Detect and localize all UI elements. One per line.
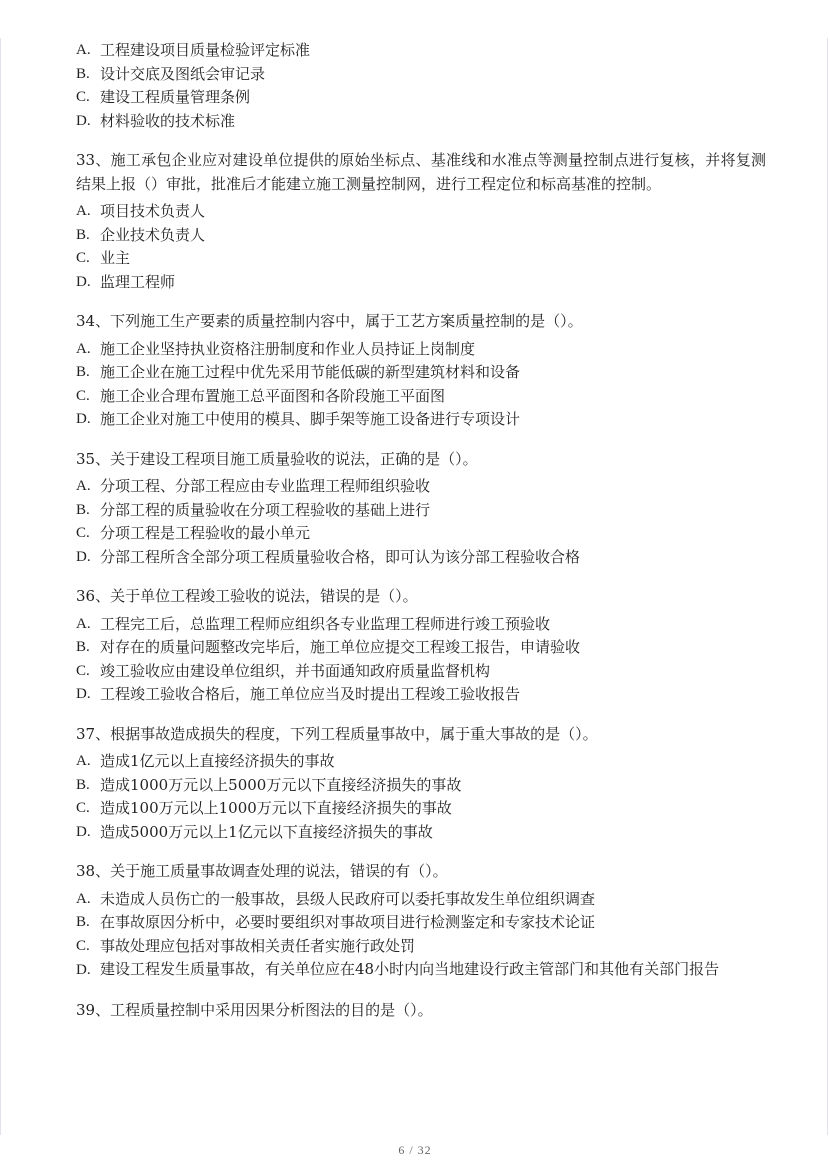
option-text: 项目技术负责人 — [100, 202, 206, 220]
question-text: 36、关于单位工程竣工验收的说法，错误的是（）。 — [76, 587, 418, 605]
option-text: 造成100万元以上1000万元以下直接经济损失的事故 — [100, 799, 452, 817]
option-text: 分项工程、分部工程应由专业监理工程师组织验收 — [100, 477, 431, 495]
option-b — [76, 636, 766, 660]
option-text: 未造成人员伤亡的一般事故，县级人民政府可以委托事故发生单位组织调查 — [100, 889, 596, 908]
document-content — [76, 39, 766, 1026]
option-letter: D. — [76, 686, 91, 702]
option-b — [76, 224, 766, 248]
option-text: 施工企业坚持执业资格注册制度和作业人员持证上岗制度 — [100, 339, 476, 358]
option-c — [76, 247, 766, 271]
option-c — [76, 385, 766, 409]
option-text: 设计交底及图纸会审记录 — [100, 64, 266, 83]
option-c — [76, 522, 766, 546]
question-text: 34、下列施工生产要素的质量控制内容中，属于工艺方案质量控制的是（）。 — [76, 312, 583, 330]
question-38 — [76, 860, 766, 983]
option-d — [76, 821, 766, 845]
option-c — [76, 935, 766, 959]
option-text: 工程竣工验收合格后，施工单位应当及时提出工程竣工验收报告 — [100, 685, 521, 703]
option-text: 造成1亿元以上直接经济损失的事故 — [100, 752, 335, 770]
option-letter: C. — [76, 937, 90, 954]
question-39 — [76, 999, 766, 1023]
option-letter: C. — [76, 387, 90, 404]
question-34 — [76, 310, 766, 432]
option-letter: A. — [76, 203, 91, 219]
option-d — [76, 271, 766, 295]
option-text: 工程完工后，总监理工程师应组织各专业监理工程师进行竣工预验收 — [100, 614, 551, 633]
option-text: 造成1000万元以上5000万元以下直接经济损失的事故 — [100, 775, 462, 794]
option-letter: B. — [76, 364, 90, 380]
option-letter: C. — [76, 800, 90, 816]
option-letter: B. — [76, 776, 90, 793]
option-letter: D. — [76, 823, 91, 840]
option-a — [76, 338, 766, 362]
option-letter: A. — [76, 42, 91, 58]
option-text: 分部工程的质量验收在分项工程验收的基础上进行 — [100, 500, 431, 519]
option-letter: D. — [76, 548, 91, 565]
option-d — [76, 546, 766, 570]
question-33 — [76, 149, 766, 294]
option-text: 施工企业合理布置施工总平面图和各阶段施工平面图 — [100, 386, 446, 405]
option-a — [76, 475, 766, 499]
option-text: 在事故原因分析中，必要时要组织对事故项目进行检测鉴定和专家技术论证 — [100, 913, 596, 931]
option-b — [76, 774, 766, 798]
question-text: 38、关于施工质量事故调查处理的说法，错误的有（）。 — [76, 862, 448, 880]
option-text: 施工企业对施工中使用的模具、脚手架等施工设备进行专项设计 — [100, 410, 521, 428]
option-letter: B. — [76, 501, 90, 518]
question-text: 35、关于建设工程项目施工质量验收的说法，正确的是（）。 — [76, 449, 478, 468]
question-text: 33、施工承包企业应对建设单位提供的原始坐标点、基准线和水准点等测量控制点进行复核，并将复测结果上报（）审批，批准后才能建立施工测量控制网，进行工程定位和标高基准的控制。 — [76, 151, 766, 193]
option-text: 企业技术负责人 — [100, 225, 206, 244]
option-text: 对存在的质量问题整改完毕后，施工单位应提交工程竣工报告，申请验收 — [100, 638, 581, 656]
option-a — [76, 888, 766, 912]
option-d — [76, 110, 766, 134]
option-text: 工程建设项目质量检验评定标准 — [100, 41, 311, 59]
option-letter: D. — [76, 112, 91, 129]
option-text: 监理工程师 — [100, 272, 176, 291]
option-letter: B. — [76, 914, 90, 930]
option-b — [76, 911, 766, 935]
option-text: 建设工程发生质量事故，有关单位应在48小时内向当地建设行政主管部门和其他有关部门报告 — [100, 960, 720, 978]
option-b — [76, 499, 766, 523]
option-letter: D. — [76, 962, 91, 978]
option-a — [76, 613, 766, 637]
option-letter: A. — [76, 615, 91, 632]
option-d — [76, 408, 766, 432]
option-letter: A. — [76, 478, 91, 494]
option-text: 分项工程是工程验收的最小单元 — [100, 524, 311, 542]
option-text: 造成5000万元以上1亿元以下直接经济损失的事故 — [100, 822, 433, 841]
question-text: 39、工程质量控制中采用因果分析图法的目的是（）。 — [76, 1000, 433, 1019]
option-a — [76, 750, 766, 774]
option-text: 材料验收的技术标准 — [100, 111, 236, 130]
page-indicator: 6 / 32 — [398, 1143, 432, 1157]
option-letter: A. — [76, 890, 91, 907]
question-37 — [76, 723, 766, 845]
continued-question-options — [76, 39, 766, 133]
option-letter: C. — [76, 525, 90, 541]
option-c — [76, 86, 766, 110]
option-b — [76, 63, 766, 87]
question-35 — [76, 448, 766, 570]
option-text: 业主 — [100, 249, 131, 267]
option-c — [76, 797, 766, 821]
option-c — [76, 660, 766, 684]
option-letter: D. — [76, 273, 91, 290]
question-36 — [76, 585, 766, 707]
option-d — [76, 683, 766, 707]
option-letter: C. — [76, 662, 90, 679]
option-b — [76, 361, 766, 385]
option-letter: C. — [76, 89, 90, 105]
option-text: 事故处理应包括对事故相关责任者实施行政处罚 — [100, 936, 416, 955]
option-letter: D. — [76, 411, 91, 427]
option-text: 分部工程所含全部分项工程质量验收合格，即可认为该分部工程验收合格 — [100, 547, 581, 566]
option-text: 建设工程质量管理条例 — [100, 88, 251, 106]
option-letter: A. — [76, 340, 91, 357]
option-letter: B. — [76, 639, 90, 655]
option-a — [76, 39, 766, 63]
option-text: 施工企业在施工过程中优先采用节能低碳的新型建筑材料和设备 — [100, 363, 521, 381]
option-d — [76, 958, 766, 983]
option-letter: B. — [76, 226, 90, 243]
option-letter: B. — [76, 65, 90, 82]
option-letter: A. — [76, 753, 91, 769]
option-text: 竣工验收应由建设单位组织，并书面通知政府质量监督机构 — [100, 661, 491, 680]
option-a — [76, 200, 766, 224]
option-letter: C. — [76, 250, 90, 266]
question-text: 37、根据事故造成损失的程度，下列工程质量事故中，属于重大事故的是（）。 — [76, 724, 598, 743]
